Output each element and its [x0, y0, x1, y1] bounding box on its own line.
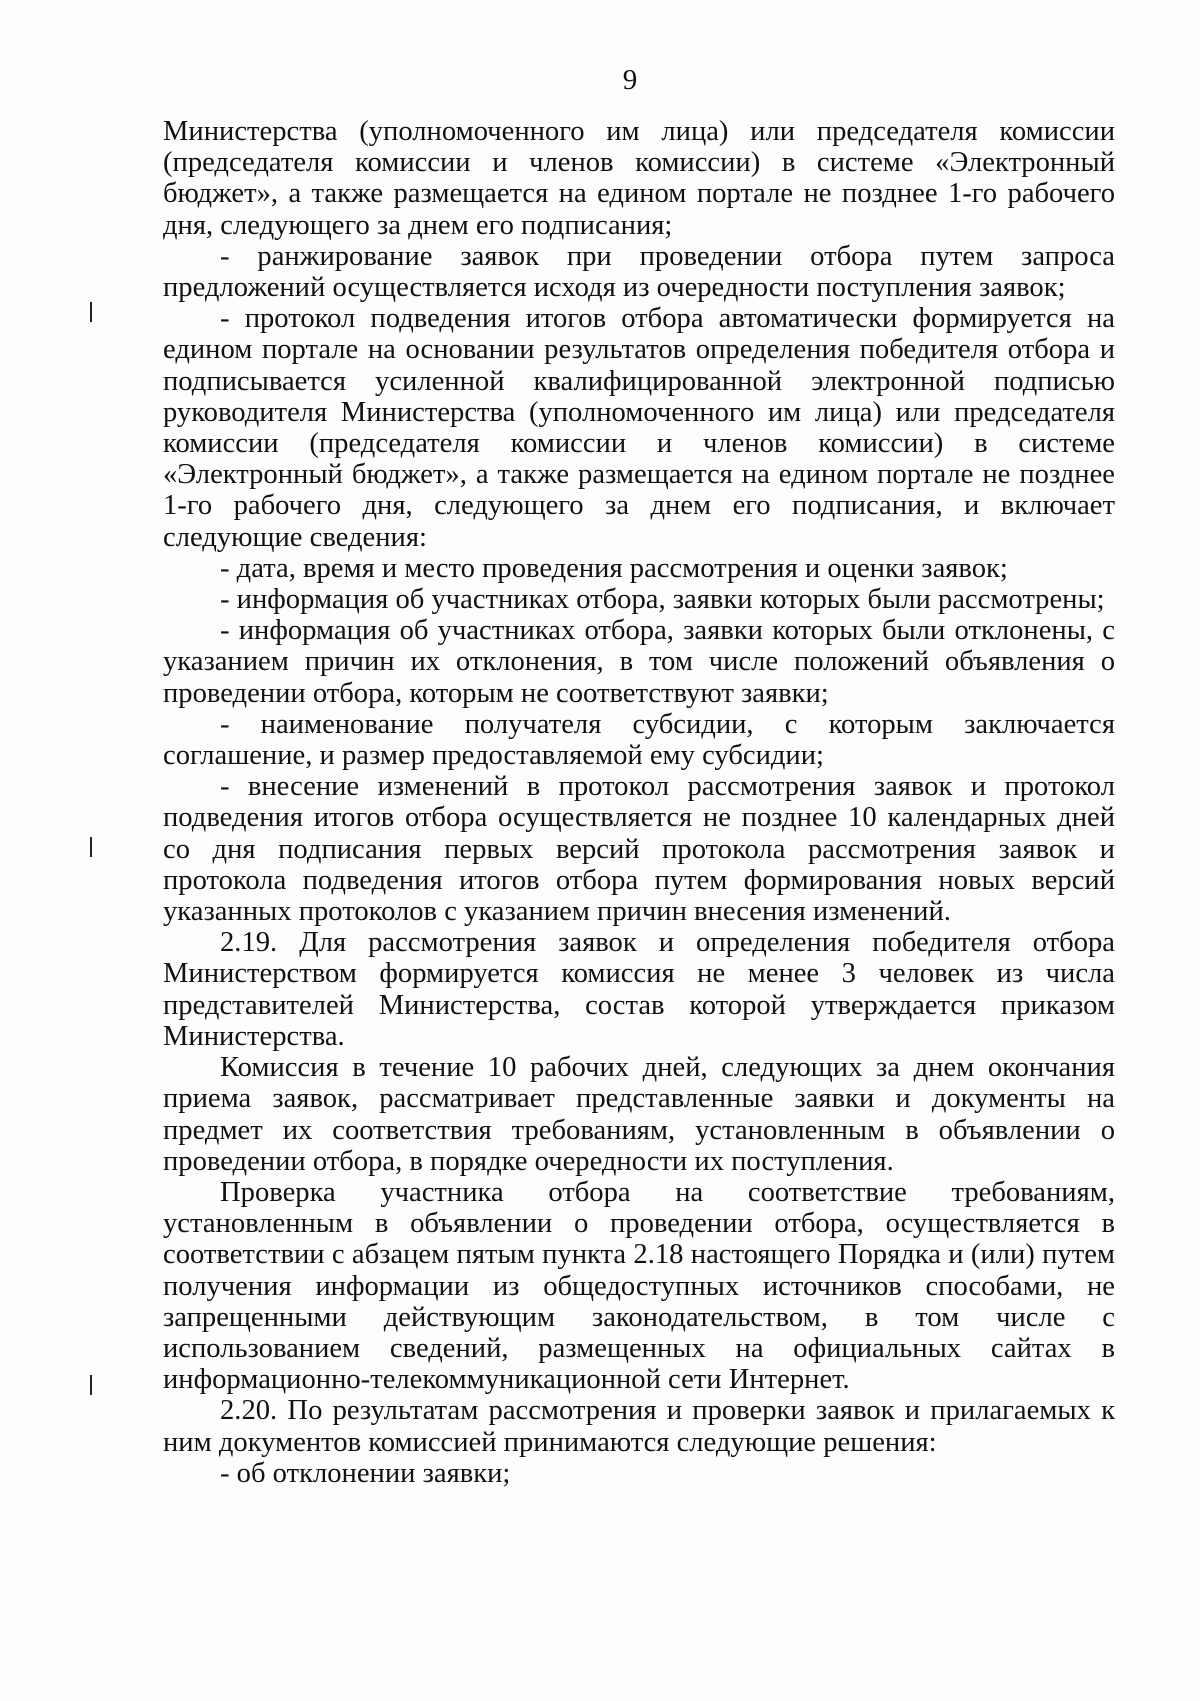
- paragraph: - об отклонении заявки;: [220, 1457, 511, 1489]
- margin-mark: [90, 837, 92, 857]
- page-number: 9: [622, 64, 638, 96]
- paragraph: Проверка участника отбора на соответствие требованиям, установленным в объявлении о проведении отбора, осуществляется в соответствии с абзацем пятым пункта 2.18 настоящего Порядка и (или) путем получения информации из общедоступных источников способами, не запрещенными действующим законодательством, в том числе с использованием сведений, размещенных на официальных сайтах в информационно-телекоммуникационной сети Интернет.: [163, 1176, 1115, 1396]
- paragraph: - протокол подведения итогов отбора автоматически формируется на едином портале на основании результатов определения победителя отбора и подписывается усиленной квалифицированной электронной подписью руководителя Министерства (уполномоченного им лица) или председателя комиссии (председателя комиссии и членов комиссии) в системе «Электронный бюджет», а также размещается на едином портале не позднее 1-го рабочего дня, следующего за днем его подписания, и включает следующие сведения:: [163, 303, 1115, 553]
- paragraph: 2.19. Для рассмотрения заявок и определения победителя отбора Министерством формируется комиссия не менее 3 человек из числа представителей Министерства, состав которой утверждается приказом Министерства.: [163, 927, 1115, 1052]
- paragraph: - ранжирование заявок при проведении отбора путем запроса предложений осуществляется исходя из очередности поступления заявок;: [163, 240, 1115, 304]
- paragraph: - дата, время и место проведения рассмотрения и оценки заявок;: [220, 552, 1008, 584]
- paragraph: - внесение изменений в протокол рассмотрения заявок и протокол подведения итогов отбора осуществляется не позднее 10 календарных дней со дня подписания первых версий протокола рассмотрения заявок и протокола подведения итогов отбора путем формирования новых версий указанных протоколов с указанием причин внесения изменений.: [163, 771, 1115, 928]
- paragraph: - информация об участниках отбора, заявки которых были отклонены, с указанием причин их отклонения, в том числе положений объявления о проведении отбора, которым не соответствуют заявки;: [163, 615, 1115, 709]
- document-body: [163, 116, 1115, 1489]
- margin-mark: [90, 302, 92, 322]
- paragraph: - наименование получателя субсидии, с которым заключается соглашение, и размер предоставляемой ему субсидии;: [163, 708, 1115, 772]
- paragraph: 2.20. По результатам рассмотрения и проверки заявок и прилагаемых к ним документов комиссией принимаются следующие решения:: [163, 1395, 1115, 1458]
- paragraph: Министерства (уполномоченного им лица) или председателя комиссии (председателя комиссии и членов комиссии) в системе «Электронный бюджет», а также размещается на едином портале не позднее 1-го рабочего дня, следующего за днем его подписания;: [163, 116, 1115, 241]
- paragraph: - информация об участниках отбора, заявки которых были рассмотрены;: [220, 584, 1105, 616]
- margin-mark: [90, 1375, 92, 1395]
- paragraph: Комиссия в течение 10 рабочих дней, следующих за днем окончания приема заявок, рассматривает представленные заявки и документы на предмет их соответствия требованиям, установленным в объявлении о проведении отбора, в порядке очередности их поступления.: [163, 1052, 1115, 1177]
